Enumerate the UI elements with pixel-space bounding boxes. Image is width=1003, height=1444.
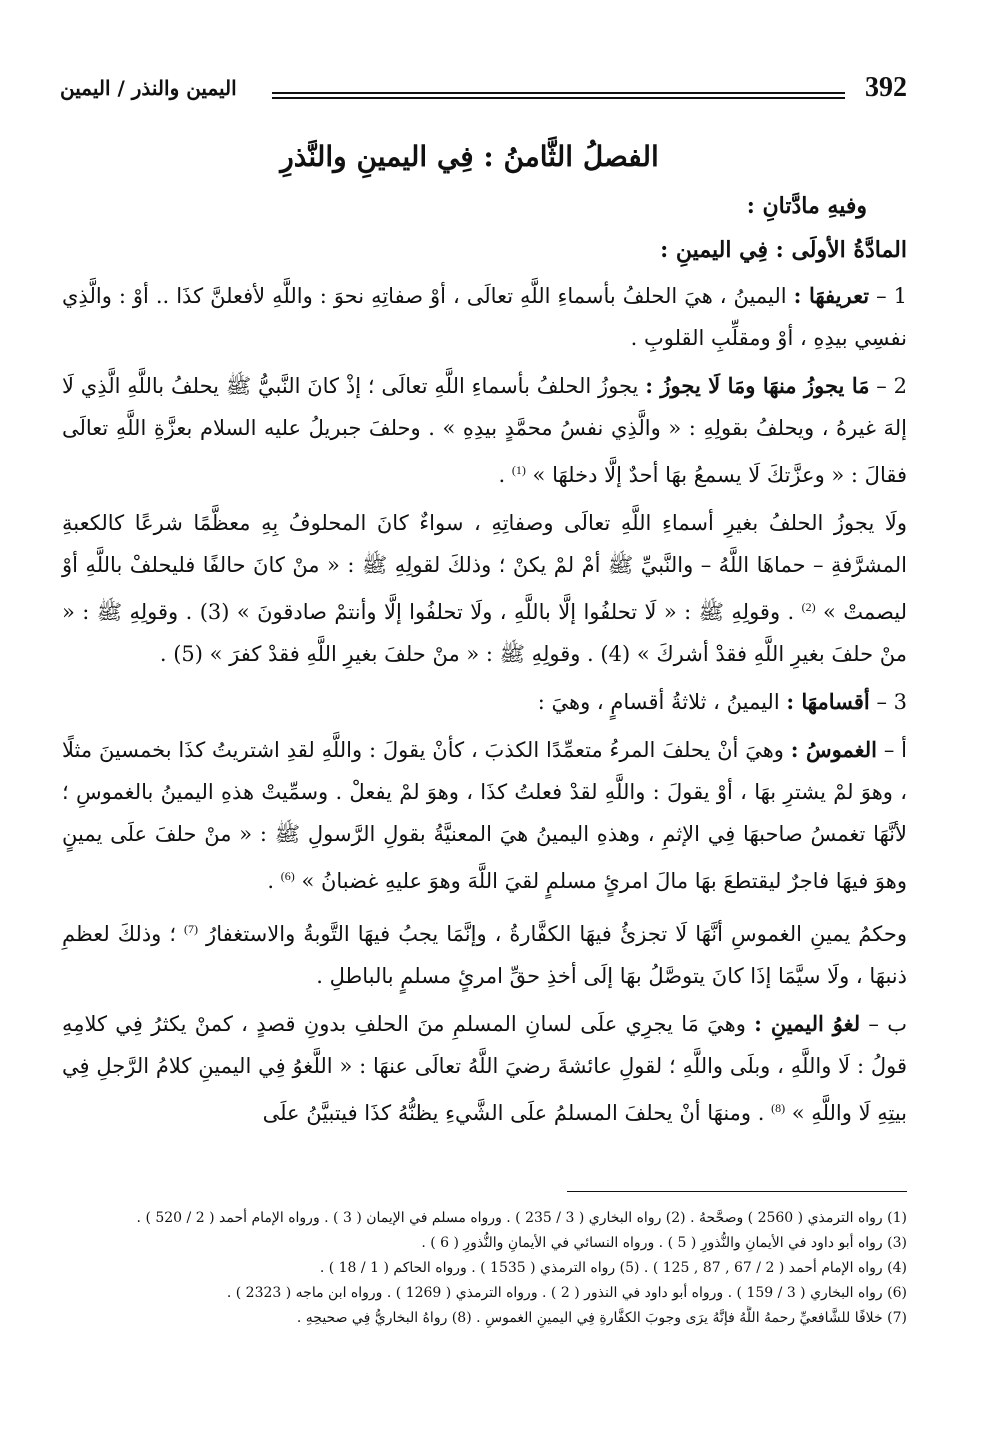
footnote-ref: (8) [771,1101,786,1115]
page-header [60,72,907,116]
footnote-line: (4) رواه الإمام أحمد ( 2 / 67 , 87 , 125 ) . (5) رواه الترمذي ( 1535 ) . ورواه الحاكم ( 1 / 18 ) . [319,1260,907,1276]
paragraph-number: 3 – [876,690,907,714]
footnote-line: (6) رواه البخاري ( 3 / 159 ) . ورواه أبو داود في النذور ( 2 ) . ورواه الترمذي ( 1269 ) . ورواه ابن ماجه ( 2323 ) . [226,1285,907,1301]
paragraph-lead: أقسامهَا : [786,689,870,714]
paragraph-number: 2 – [876,374,907,398]
main-content [62,140,907,1140]
paragraph-text: اليمينُ ، هيَ الحلفُ بأسماءِ اللَّهِ تعالَى ، أوْ صفاتِهِ نحوَ : واللَّهِ لأفعلنَّ كذَا .. أوْ : والَّذِي نفسِي بيدِهِ ، أوْ ومقلِّبِ القلوبِ . [62,284,907,350]
paragraph-text: وحكمُ يمينِ الغموسِ أنَّهَا لَا تجزئُ فيهَا الكفَّارةُ ، وإنَّمَا يجبُ فيهَا التَّوبةُ والاستغفارُ [206,922,907,946]
paragraph-types [62,681,907,723]
footnote-separator [567,1191,907,1192]
paragraph-number: ب – [868,1012,907,1036]
paragraph-ghamus [62,729,907,902]
paragraph-text: اليمينُ ، ثلاثةُ أقسامٍ ، وهيَ : [537,690,780,714]
header-double-rule [272,92,845,99]
paragraph-tail: . وقولِهِ ﷺ : « لَا تحلفُوا إلَّا باللَّهِ ، ولَا تحلفُوا إلَّا وأنتمْ صادقونَ » (3) . وقولِهِ ﷺ : « منْ حلفَ بغيرِ اللَّهِ فقدْ أشركَ » (4) . وقولِهِ ﷺ : « منْ حلفَ بغيرِ اللَّهِ فقدْ كفرَ » (5) . [62,600,907,666]
footnote-ref: (7) [184,922,199,936]
running-title: اليمين والنذر / اليمين [60,76,237,100]
paragraph-lead: الغموسُ : [790,737,877,762]
paragraph-number: 1 – [876,284,907,308]
section-heading: المادَّةُ الأولَى : فِي اليمينِ : [660,237,907,263]
paragraph-ghamus-ruling [62,908,907,997]
paragraph-number: أ – [883,738,908,762]
paragraph-text: وهيَ أنْ يحلفَ المرءُ متعمِّدًا الكذبَ ، كأنْ يقولَ : واللَّهِ لقدِ اشتريتُ كذَا بخمسينَ مثلًا ، وهوَ لمْ يشترِ بهَا ، أوْ يقولَ : واللَّهِ لقدْ فعلتُ كذَا ، وهوَ لمْ يفعلْ . وسمِّيتْ هذهِ اليمينُ بالغموسِ ؛ لأنَّهَا تغمسُ صاحبهَا فِي الإثمِ ، وهذهِ اليمينُ هيَ المعنيَّةُ بقولِ الرَّسولِ ﷺ : « منْ حلفَ علَى يمينٍ وهوَ فيهَا فاجرٌ ليقتطعَ بهَا مالَ امرئٍ مسلمٍ لقيَ اللَّهَ وهوَ عليهِ غضبانُ » [62,738,907,893]
footnote-line: (1) رواه الترمذي ( 2560 ) وصحَّحهُ . (2) رواه البخاري ( 3 / 235 ) . ورواه مسلم في الإيمان ( 3 ) . ورواه الإمام أحمد ( 2 / 520 ) . [136,1210,907,1226]
footnotes [62,1206,907,1331]
paragraph-prohibited [62,502,907,675]
paragraph-permissible [62,365,907,496]
paragraph-tail: . ومنهَا أنْ يحلفَ المسلمُ علَى الشَّيءِ يظنُّهُ كذَا فيتبيَّنُ علَى [262,1101,765,1125]
paragraph-text: وهيَ مَا يجرِي علَى لسانِ المسلمِ منَ الحلفِ بدونِ قصدٍ ، كمنْ يكثرُ فِي كلامِهِ قولُ : لَا واللَّهِ ، وبلَى واللَّهِ ؛ لقولِ عائشةَ رضيَ اللَّهُ تعالَى عنهَا : « اللَّغوُ فِي اليمينِ كلامُ الرَّجلِ فِي بيتِهِ لَا واللَّهِ » [62,1012,907,1125]
footnote-ref: (6) [280,869,295,883]
footnote-ref: (2) [801,600,816,614]
paragraph-laghw [62,1003,907,1134]
paragraph-tail: . [267,869,275,893]
paragraph-lead: لغوُ اليمينِ : [754,1011,861,1036]
paragraph-text: يجوزُ الحلفُ بأسماءِ اللَّهِ تعالَى ؛ إذْ كانَ النَّبيُّ ﷺ يحلفُ باللَّهِ الَّذِي لَا إلهَ غيرهُ ، ويحلفُ بقولِهِ : « والَّذِي نفسُ محمَّدٍ بيدِهِ » . وحلفَ جبريلُ عليه السلام بعزَّةِ اللَّهِ تعالَى فقالَ : « وعزَّتكَ لَا يسمعُ بهَا أحدٌ إلَّا دخلهَا » [62,374,907,487]
paragraph-definition [62,275,907,359]
page-number: 392 [865,72,907,103]
footnote-ref: (1) [511,463,526,477]
paragraph-tail: . [498,463,506,487]
chapter-title: الفصلُ الثَّامنُ : فِي اليمينِ والنَّذرِ [280,140,659,173]
footnote-line: (3) رواه أبو داود في الأيمانِ والنُّذورِ ( 5 ) . ورواه النسائي في الأيمانِ والنُّذورِ ( 6 ) . [421,1235,907,1251]
paragraph-lead: تعريفهَا : [793,283,870,308]
paragraph-tail: ؛ وذلكَ لعظمِ ذنبهَا ، ولَا سيَّمَا إذَا كانَ يتوصَّلُ بهَا إلَى أخذِ حقِّ امرئٍ مسلمٍ بالباطلِ . [62,922,907,988]
paragraph-lead: مَا يجوزُ منهَا ومَا لَا يجوزُ : [645,373,870,398]
intro-line: وفيهِ مادَّتانِ : [746,193,867,219]
paragraph-text: ولَا يجوزُ الحلفُ بغيرِ أسماءِ اللَّهِ تعالَى وصفاتِهِ ، سواءٌ كانَ المحلوفُ بِهِ معظَّمًا شرعًا كالكعبةِ المشرَّفةِ – حماهَا اللَّهُ – والنَّبيِّ ﷺ أمْ لمْ يكنْ ؛ وذلكَ لقولِهِ ﷺ : « منْ كانَ حالفًا فليحلفْ باللَّهِ أوْ ليصمتْ » [62,511,907,624]
footnote-line: (7) خلافًا للشَّافعيِّ رحمهُ اللَّهُ فإنَّهُ يرَى وجوبَ الكفَّارةِ فِي اليمينِ الغموسِ . (8) رواهُ البخاريُّ فِي صحيحِهِ . [296,1310,907,1326]
